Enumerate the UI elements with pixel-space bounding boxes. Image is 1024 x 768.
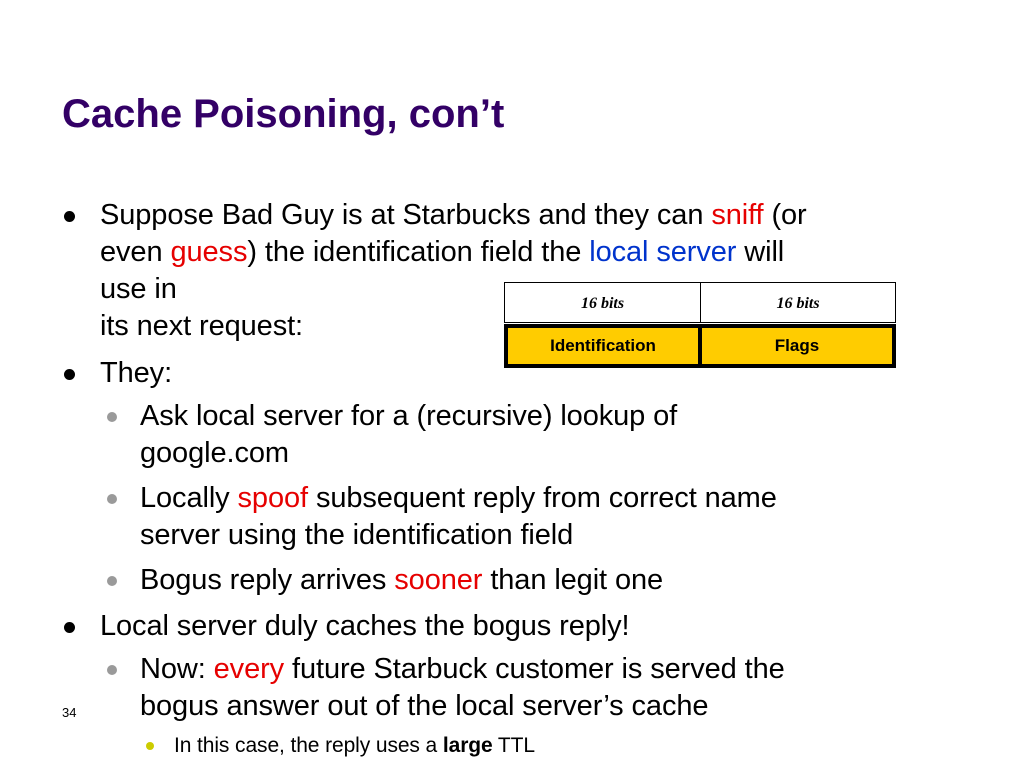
sub-bullet-4-line-2: bogus answer out of the local server’s cache <box>140 690 709 722</box>
bullet-dot <box>64 211 75 222</box>
sub-bullet-dot <box>107 576 117 586</box>
bullet-1-line-3: use in <box>100 273 177 305</box>
sub-bullet-1-line-1: Ask local server for a (recursive) lookup of <box>140 400 678 432</box>
sub-bullet-4-line-1 <box>140 651 785 687</box>
sub-bullet-dot <box>107 665 117 675</box>
text: future Starbuck customer is served the <box>284 653 785 685</box>
bullet-dot <box>64 369 75 380</box>
text: subsequent reply from correct name <box>307 482 777 514</box>
slide-number: 34 <box>62 705 77 720</box>
text: In this case, the reply uses a <box>174 734 443 757</box>
bullet-3: Local server duly caches the bogus reply! <box>100 610 630 642</box>
sub-bullet-1-line-2: google.com <box>140 437 289 469</box>
emphasis-guess: guess <box>170 236 248 268</box>
dns-header-fields-table <box>504 282 896 368</box>
sub-bullet-dot <box>107 494 117 504</box>
text: than legit one <box>482 564 664 596</box>
identification-field: Identification <box>504 324 702 368</box>
text: even <box>100 236 171 268</box>
emphasis-spoof: spoof <box>237 482 308 514</box>
bits-row <box>504 282 896 324</box>
bits-label-col1: 16 bits <box>504 282 701 323</box>
emphasis-sooner: sooner <box>394 564 483 596</box>
emphasis-sniff: sniff <box>711 199 764 231</box>
bullet-1-line-4: its next request: <box>100 310 304 342</box>
text: will <box>736 236 785 268</box>
bits-label-col2: 16 bits <box>700 282 896 323</box>
bullet-2: They: <box>100 357 173 389</box>
bullet-dot <box>64 622 75 633</box>
text: ) the identification field the <box>247 236 590 268</box>
flags-field: Flags <box>698 324 896 368</box>
emphasis-local-server: local server <box>589 236 737 268</box>
text: Now: <box>140 653 214 685</box>
slide-title: Cache Poisoning, con’t <box>62 92 505 136</box>
sub-bullet-3 <box>140 562 663 598</box>
sub-sub-bullet-dot <box>146 742 154 750</box>
sub-bullet-dot <box>107 412 117 422</box>
text: TTL <box>492 734 535 757</box>
sub-bullet-2-line-2: server using the identification field <box>140 519 574 551</box>
sub-bullet-2-line-1 <box>140 480 777 516</box>
sub-sub-bullet-1 <box>174 733 535 759</box>
text: (or <box>763 199 807 231</box>
bullet-1-line-2 <box>100 234 784 270</box>
text: Locally <box>140 482 238 514</box>
bullet-1-line-1 <box>100 197 807 233</box>
emphasis-large: large <box>442 734 493 757</box>
emphasis-every: every <box>213 653 285 685</box>
text: Suppose Bad Guy is at Starbucks and they can <box>100 199 712 231</box>
text: Bogus reply arrives <box>140 564 395 596</box>
